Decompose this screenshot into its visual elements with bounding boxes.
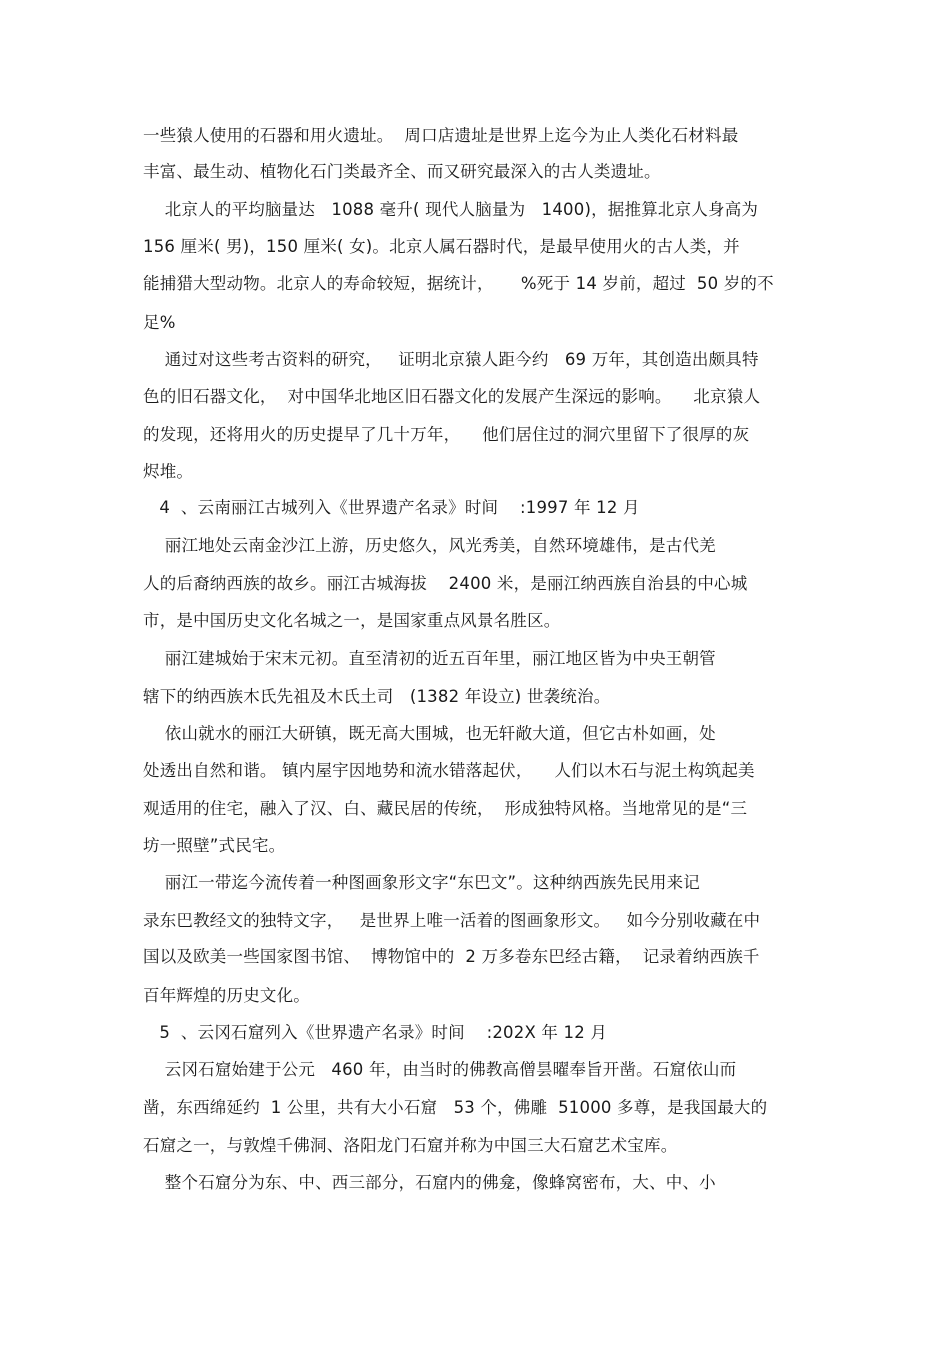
text-line: 烬堆。 <box>143 462 194 481</box>
text-line: 丰富、最生动、植物化石门类最齐全、而又研究最深入的古人类遗址。 <box>143 162 661 181</box>
text-line: 辖下的纳西族木氏先祖及木氏土司 (1382 年设立) 世袭统治。 <box>143 687 611 706</box>
text-line: 丽江地处云南金沙江上游，历史悠久，风光秀美，自然环境雄伟，是古代羌 <box>143 536 716 555</box>
text-line: 凿，东西绵延约 1 公里，共有大小石窟 53 个，佛雕 51000 多尊，是我国最大的 <box>143 1098 768 1117</box>
text-line: 一些猿人使用的石器和用火遗址。 周口店遗址是世界上迄今为止人类化石材料最 <box>143 126 739 145</box>
text-line: 能捕猎大型动物。北京人的寿命较短，据统计， %死于 14 岁前，超过 50 岁的不 <box>143 274 774 293</box>
text-line: 依山就水的丽江大研镇，既无高大围城，也无轩敞大道，但它古朴如画，处 <box>143 724 716 743</box>
text-line: 云冈石窟始建于公元 460 年，由当时的佛教高僧昙曜奉旨开凿。石窟依山而 <box>143 1060 737 1079</box>
text-line: 北京人的平均脑量达 1088 毫升( 现代人脑量为 1400)，据推算北京人身高为 <box>143 200 759 219</box>
text-line: 百年辉煌的历史文化。 <box>143 986 310 1005</box>
text-line: 人的后裔纳西族的故乡。丽江古城海拔 2400 米，是丽江纳西族自治县的中心城 <box>143 574 748 593</box>
text-line: 国以及欧美一些国家图书馆、 博物馆中的 2 万多卷东巴经古籍， 记录着纳西族千 <box>143 947 760 966</box>
text-line: 坊一照壁”式民宅。 <box>143 836 286 855</box>
section-heading: 5 、云冈石窟列入《世界遗产名录》时间 :202X 年 12 月 <box>143 1023 608 1042</box>
text-line: 处透出自然和谐。 镇内屋宇因地势和流水错落起伏， 人们以木石与泥土构筑起美 <box>143 761 755 780</box>
text-line: 足% <box>143 313 176 332</box>
text-line: 石窟之一，与敦煌千佛洞、洛阳龙门石窟并称为中国三大石窟艺术宝库。 <box>143 1136 678 1155</box>
text-line: 观适用的住宅，融入了汉、白、藏民居的传统， 形成独特风格。当地常见的是“三 <box>143 799 748 818</box>
text-line: 录东巴教经文的独特文字， 是世界上唯一活着的图画象形文。 如今分别收藏在中 <box>143 911 761 930</box>
text-line: 通过对这些考古资料的研究， 证明北京猿人距今约 69 万年，其创造出颇具特 <box>143 350 759 369</box>
text-line: 的发现，还将用火的历史提早了几十万年， 他们居住过的洞穴里留下了很厚的灰 <box>143 425 750 444</box>
text-line: 色的旧石器文化， 对中国华北地区旧石器文化的发展产生深远的影响。 北京猿人 <box>143 387 761 406</box>
section-heading: 4 、云南丽江古城列入《世界遗产名录》时间 :1997 年 12 月 <box>143 498 640 517</box>
text-line: 156 厘米( 男)，150 厘米( 女)。北京人属石器时代，是最早使用火的古人类，并 <box>143 237 740 256</box>
text-line: 市，是中国历史文化名城之一，是国家重点风景名胜区。 <box>143 611 561 630</box>
text-line: 整个石窟分为东、中、西三部分，石窟内的佛龛，像蜂窝密布，大、中、小 <box>143 1173 716 1192</box>
text-line: 丽江建城始于宋末元初。直至清初的近五百年里，丽江地区皆为中央王朝管 <box>143 649 716 668</box>
text-line: 丽江一带迄今流传着一种图画象形文字“东巴文”。这种纳西族先民用来记 <box>143 873 700 892</box>
